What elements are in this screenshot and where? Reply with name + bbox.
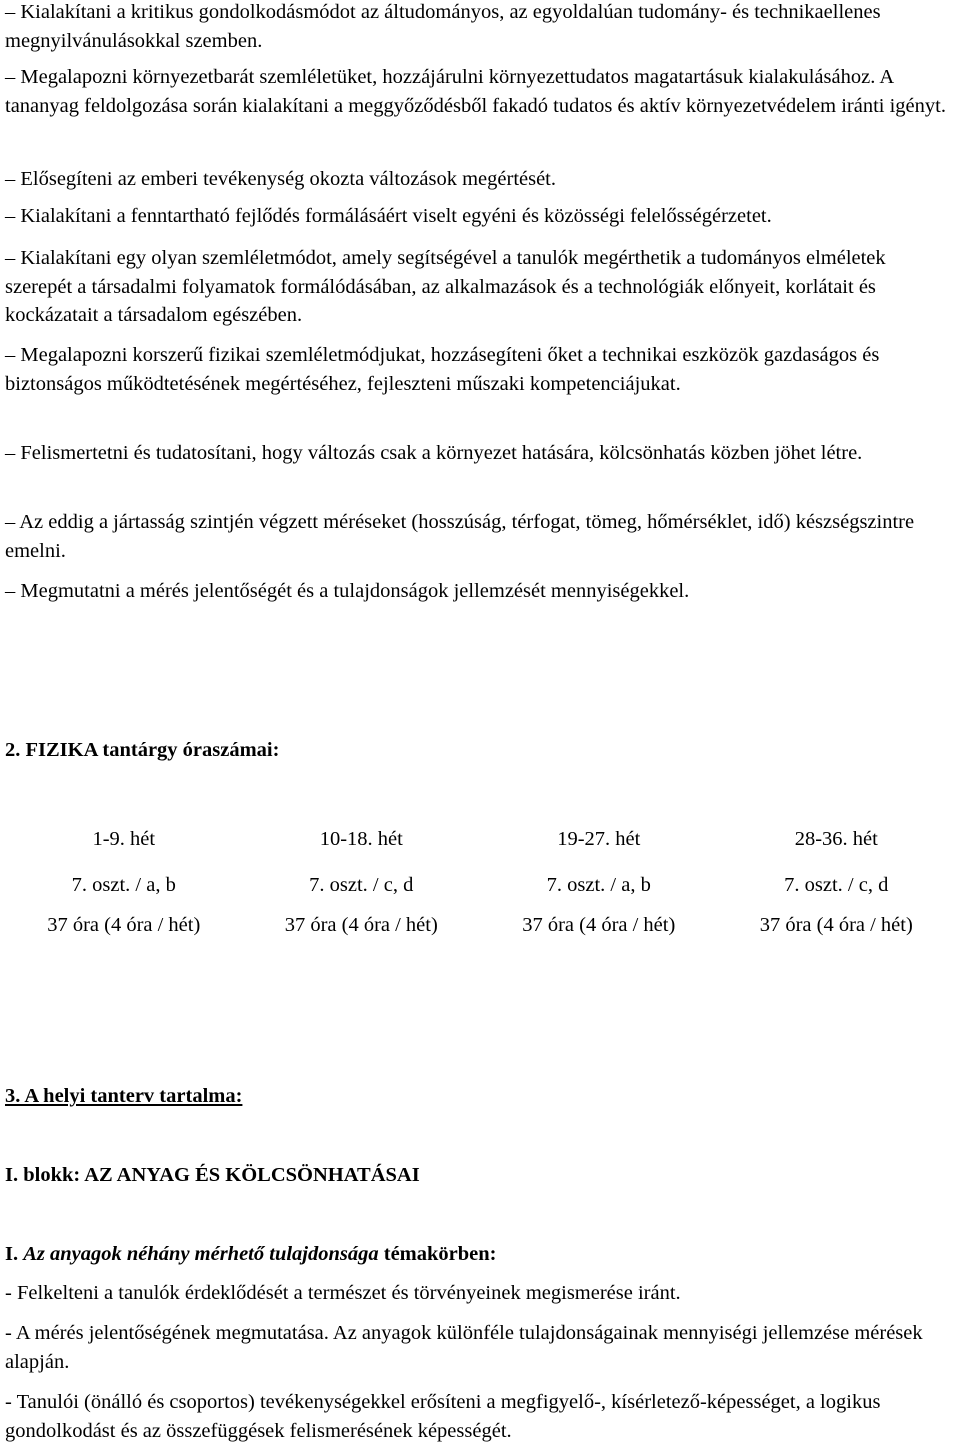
topic-title: Az anyagok néhány mérhető tulajdonsága — [23, 1243, 379, 1265]
content-item: - Felkelteni a tanulók érdeklődését a természet és törvényeinek megismerése iránt. — [5, 1282, 681, 1304]
topic-heading — [5, 1240, 496, 1269]
objective-item: – Az eddig a jártasság szintjén végzett méréseket (hosszúság, térfogat, tömeg, hőmérséklet, idő) készségszintre emelni. — [5, 511, 915, 562]
class-cell: 7. oszt. / a, b — [71, 873, 176, 896]
class-cell: 7. oszt. / a, b — [546, 873, 651, 896]
week-cell: 10-18. hét — [319, 827, 403, 850]
objective-item: – Kialakítani egy olyan szemléletmódot, amely segítségével a tanulók megérthetik a tudományos elméletek szerepét a társadalmi folyamatok formálódásában, az alkalmazások és a technológiák előnyeit, korlátait és kockázatait a társadalom egészében. — [5, 247, 886, 326]
hours-cell: 37 óra (4 óra / hét) — [284, 913, 438, 936]
objective-item: – Megalapozni környezetbarát szemléletüket, hozzájárulni környezettudatos magatartásuk kialakulásához. A tananyag feldolgozása során kialakítani a meggyőződésből fakadó tudatos és aktív környezetvédelem iránti igényt. — [5, 66, 946, 117]
week-cell: 19-27. hét — [557, 827, 641, 850]
objective-item: – Megmutatni a mérés jelentőségét és a tulajdonságok jellemzését mennyiségekkel. — [5, 580, 690, 602]
section-3-title: 3. A helyi tanterv tartalma: — [5, 1085, 243, 1107]
topic-prefix: I. — [5, 1243, 19, 1265]
topic-suffix: témakörben: — [383, 1243, 497, 1265]
hours-cell: 37 óra (4 óra / hét) — [522, 913, 676, 936]
classes-row — [5, 868, 955, 902]
hours-cell: 37 óra (4 óra / hét) — [759, 913, 913, 936]
class-cell: 7. oszt. / c, d — [309, 873, 414, 896]
hours-row — [5, 908, 955, 942]
week-cell: 1-9. hét — [92, 827, 156, 850]
section-2-title: 2. FIZIKA tantárgy óraszámai: — [5, 739, 280, 761]
objective-item: – Kialakítani a fenntartható fejlődés formálásáért viselt egyéni és közösségi felelősségérzetet. — [5, 205, 772, 227]
objective-item: – Megalapozni korszerű fizikai szemléletmódjukat, hozzásegíteni őket a technikai eszközök gazdaságos és biztonságos működtetésének megértéséhez, fejleszteni műszaki kompetenciájukat. — [5, 344, 880, 395]
weeks-row — [5, 822, 955, 856]
hours-table — [5, 822, 955, 942]
content-item: - A mérés jelentőségének megmutatása. Az anyagok különféle tulajdonságainak mennyiségi jellemzése mérések alapján. — [5, 1322, 923, 1373]
objective-item: – Felismertetni és tudatosítani, hogy változás csak a környezet hatására, kölcsönhatás közben jöhet létre. — [5, 442, 863, 464]
week-cell: 28-36. hét — [794, 827, 878, 850]
objective-item: – Kialakítani a kritikus gondolkodásmódot az áltudományos, az egyoldalúan tudomány- és technikaellenes megnyilvánulásokkal szemben. — [5, 1, 881, 52]
hours-cell: 37 óra (4 óra / hét) — [47, 913, 201, 936]
objective-item: – Elősegíteni az emberi tevékenység okozta változások megértését. — [5, 168, 557, 190]
class-cell: 7. oszt. / c, d — [784, 873, 889, 896]
content-item: - Tanulói (önálló és csoportos) tevékenységekkel erősíteni a megfigyelő-, kísérletező-képességet, a logikus gondolkodást és az összefüggések felismerésének képességét. — [5, 1391, 881, 1442]
block-title: I. blokk: AZ ANYAG ÉS KÖLCSÖNHATÁSAI — [5, 1164, 420, 1186]
